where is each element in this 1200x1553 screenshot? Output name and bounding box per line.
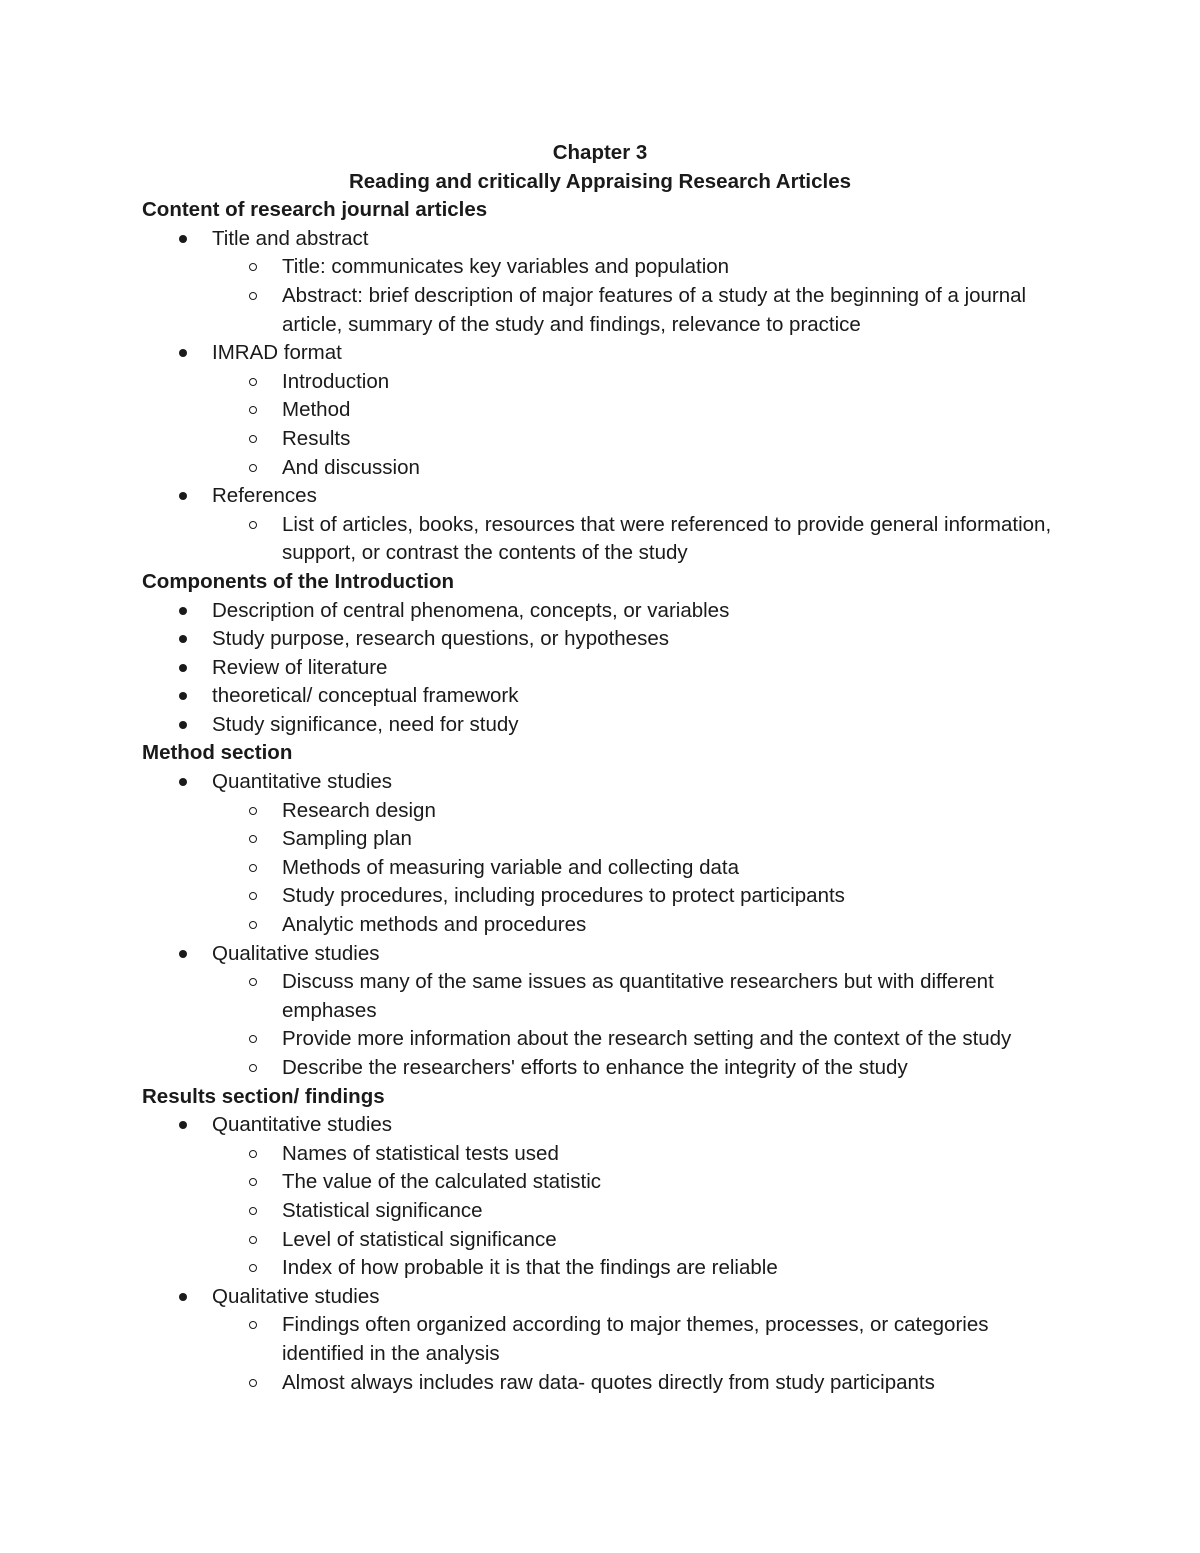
sub-list-item-text: Analytic methods and procedures <box>282 913 587 937</box>
sub-list-item <box>212 282 1062 339</box>
hollow-bullet-icon <box>249 406 257 414</box>
filled-bullet-icon <box>179 950 187 958</box>
list-item <box>142 482 1062 511</box>
list-item <box>142 625 1062 654</box>
filled-bullet-icon <box>179 1121 187 1129</box>
sub-list-item <box>212 1226 1062 1255</box>
filled-bullet-icon <box>179 721 187 729</box>
filled-bullet-icon <box>179 492 187 500</box>
list-item <box>142 339 1062 368</box>
sub-bullet-list <box>212 797 1062 940</box>
hollow-bullet-icon <box>249 921 257 929</box>
sub-list-item <box>212 1054 1062 1083</box>
filled-bullet-icon <box>179 664 187 672</box>
sub-list-item-text: And discussion <box>282 455 420 479</box>
list-item-text: Review of literature <box>212 655 388 679</box>
hollow-bullet-icon <box>249 892 257 900</box>
list-item-text: Qualitative studies <box>212 1284 380 1308</box>
list-item <box>142 1283 1062 1312</box>
sub-list-item-text: Provide more information about the research setting and the context of the study <box>282 1027 1012 1051</box>
document-title: Reading and critically Appraising Research Articles <box>348 169 852 193</box>
section-heading: Content of research journal articles <box>142 198 488 222</box>
list-item-text: Quantitative studies <box>212 1113 393 1137</box>
sublist-wrapper <box>142 797 1062 940</box>
sub-list-item-text: Level of statistical significance <box>282 1227 557 1251</box>
sub-list-item-text: Statistical significance <box>282 1198 483 1222</box>
hollow-bullet-icon <box>249 1150 257 1158</box>
sub-list-item-text: Title: communicates key variables and population <box>282 255 730 279</box>
hollow-bullet-icon <box>249 1207 257 1215</box>
hollow-bullet-icon <box>249 1035 257 1043</box>
sub-bullet-list <box>212 511 1062 568</box>
list-item-text: References <box>212 484 317 508</box>
filled-bullet-icon <box>179 1293 187 1301</box>
sub-list-item <box>212 1311 1062 1368</box>
list-item-text: Title and abstract <box>212 226 369 250</box>
hollow-bullet-icon <box>249 435 257 443</box>
filled-bullet-icon <box>179 607 187 615</box>
hollow-bullet-icon <box>249 1321 257 1329</box>
sublist-wrapper <box>142 968 1062 1082</box>
hollow-bullet-icon <box>249 1178 257 1186</box>
list-item-text: Study significance, need for study <box>212 712 519 736</box>
list-item <box>142 711 1062 740</box>
filled-bullet-icon <box>179 778 187 786</box>
list-item <box>142 597 1062 626</box>
hollow-bullet-icon <box>249 1379 257 1387</box>
sub-bullet-list <box>212 368 1062 482</box>
sub-list-item-text: Index of how probable it is that the findings are reliable <box>282 1256 778 1280</box>
sublist-wrapper <box>142 1311 1062 1397</box>
hollow-bullet-icon <box>249 292 257 300</box>
bullet-list <box>142 768 1062 1083</box>
sub-list-item-text: Describe the researchers' efforts to enhance the integrity of the study <box>282 1056 908 1079</box>
hollow-bullet-icon <box>249 263 257 271</box>
sub-list-item <box>212 1197 1062 1226</box>
sub-list-item <box>212 1168 1062 1197</box>
hollow-bullet-icon <box>249 378 257 386</box>
sub-list-item <box>212 1369 1062 1398</box>
hollow-bullet-icon <box>249 1064 257 1072</box>
sub-list-item <box>212 1025 1062 1054</box>
sub-list-item-text: Research design <box>282 798 436 822</box>
sub-list-item-text: Method <box>282 398 351 422</box>
sublist-wrapper <box>142 1140 1062 1283</box>
sub-bullet-list <box>212 253 1062 339</box>
filled-bullet-icon <box>179 349 187 357</box>
sub-list-item-text: Findings often organized according to major themes, processes, or categories identified in the analysis <box>282 1313 989 1365</box>
sub-bullet-list <box>212 1311 1062 1397</box>
sub-list-item <box>212 425 1062 454</box>
sub-list-item-text: The value of the calculated statistic <box>282 1170 602 1194</box>
list-item-text: Description of central phenomena, concepts, or variables <box>212 598 730 622</box>
sub-list-item <box>212 454 1062 483</box>
section-heading: Components of the Introduction <box>142 569 455 593</box>
list-item <box>142 1111 1062 1140</box>
hollow-bullet-icon <box>249 464 257 472</box>
sub-list-item <box>212 825 1062 854</box>
list-item <box>142 940 1062 969</box>
sublist-wrapper <box>142 253 1062 339</box>
sub-list-item <box>212 511 1062 568</box>
sub-list-item <box>212 396 1062 425</box>
list-item <box>142 682 1062 711</box>
sub-list-item <box>212 854 1062 883</box>
hollow-bullet-icon <box>249 807 257 815</box>
hollow-bullet-icon <box>249 864 257 872</box>
sub-list-item <box>212 1254 1062 1283</box>
sub-list-item-text: Names of statistical tests used <box>282 1141 559 1165</box>
section-heading: Results section/ findings <box>142 1084 385 1108</box>
sublist-wrapper <box>142 368 1062 482</box>
sections-container <box>142 196 1062 1397</box>
hollow-bullet-icon <box>249 835 257 843</box>
hollow-bullet-icon <box>249 521 257 529</box>
sub-bullet-list <box>212 1140 1062 1283</box>
sub-list-item <box>212 368 1062 397</box>
sub-list-item-text: Almost always includes raw data- quotes directly from study participants <box>282 1370 935 1394</box>
list-item <box>142 225 1062 254</box>
hollow-bullet-icon <box>249 1264 257 1272</box>
bullet-list <box>142 597 1062 740</box>
filled-bullet-icon <box>179 692 187 700</box>
sub-list-item-text: Abstract: brief description of major features of a study at the beginning of a journal article, summary of the study and findings, relevance to practice <box>282 283 1027 336</box>
list-item-text: theoretical/ conceptual framework <box>212 684 519 708</box>
list-item <box>142 768 1062 797</box>
sublist-wrapper <box>142 511 1062 568</box>
document-content <box>142 139 1062 1397</box>
filled-bullet-icon <box>179 235 187 243</box>
list-item-text: IMRAD format <box>212 341 342 365</box>
filled-bullet-icon <box>179 635 187 643</box>
sub-list-item-text: Methods of measuring variable and collecting data <box>282 855 739 879</box>
sub-list-item <box>212 882 1062 911</box>
sub-list-item-text: Introduction <box>282 369 390 393</box>
list-item-text: Qualitative studies <box>212 941 380 965</box>
sub-bullet-list <box>212 968 1062 1082</box>
sub-list-item <box>212 797 1062 826</box>
sub-list-item-text: Study procedures, including procedures to protect participants <box>282 884 845 908</box>
sub-list-item-text: Discuss many of the same issues as quantitative researchers but with different emphases <box>282 970 994 1022</box>
sub-list-item-text: Sampling plan <box>282 827 412 851</box>
sub-list-item-text: List of articles, books, resources that were referenced to provide general information, support, or contrast the contents of the study <box>282 512 1052 565</box>
list-item <box>142 654 1062 683</box>
sub-list-item <box>212 911 1062 940</box>
chapter-label: Chapter 3 <box>552 141 648 164</box>
sub-list-item <box>212 1140 1062 1169</box>
bullet-list <box>142 1111 1062 1397</box>
bullet-list <box>142 225 1062 568</box>
sub-list-item-text: Results <box>282 426 351 450</box>
section-heading: Method section <box>142 741 293 765</box>
hollow-bullet-icon <box>249 1236 257 1244</box>
list-item-text: Study purpose, research questions, or hypotheses <box>212 627 669 651</box>
list-item-text: Quantitative studies <box>212 770 393 794</box>
sub-list-item <box>212 968 1062 1025</box>
hollow-bullet-icon <box>249 978 257 986</box>
sub-list-item <box>212 253 1062 282</box>
